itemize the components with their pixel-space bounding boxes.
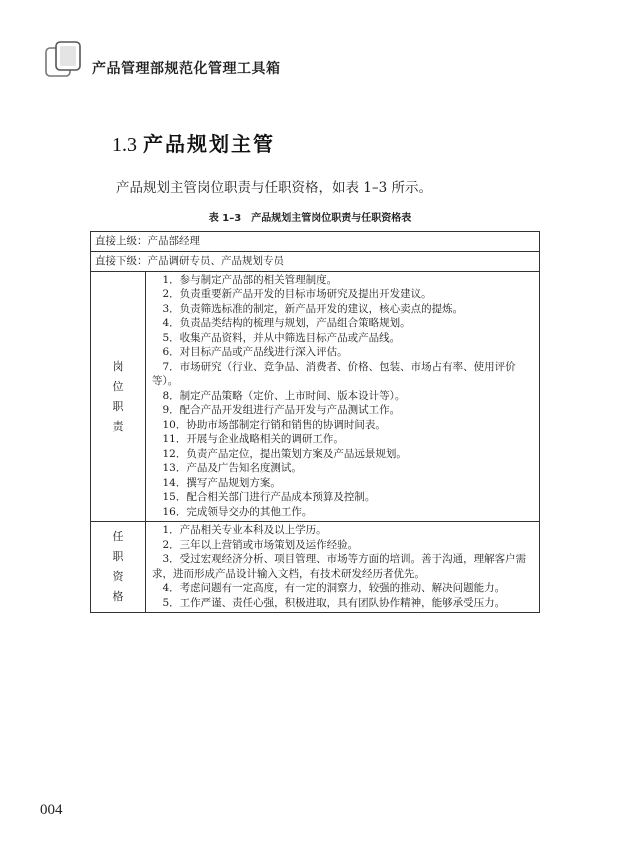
page-number: 004 bbox=[40, 802, 63, 818]
duty-item: 1．参与制定产品部的相关管理制度。 bbox=[162, 274, 338, 286]
duty-item: 15．配合相关部门进行产品成本预算及控制。 bbox=[162, 491, 376, 504]
duty-item: 16．完成领导交办的其他工作。 bbox=[162, 505, 313, 518]
duty-item: 13．产品及广告知名度测试。 bbox=[162, 462, 302, 475]
qualification-item: 2．三年以上营销或市场策划及运作经验。 bbox=[162, 538, 359, 551]
qualification-item: 4．考虑问题有一定高度，有一定的洞察力，较强的推动、解决问题能力。 bbox=[162, 582, 506, 595]
duty-item: 7．市场研究（行业、竞争品、消费者、价格、包装、市场占有率、使用评价等）。 bbox=[152, 360, 516, 388]
duty-item: 14．撰写产品规划方案。 bbox=[162, 476, 281, 489]
duty-item: 4．负责品类结构的梳理与规划，产品组合策略规划。 bbox=[162, 317, 411, 330]
book-logo-icon bbox=[44, 40, 84, 80]
qualifications-list bbox=[146, 522, 540, 613]
job-spec-table bbox=[90, 231, 540, 613]
qualification-item: 1．产品相关专业本科及以上学历。 bbox=[162, 524, 327, 537]
section-title-text: 产品规划主管 bbox=[143, 132, 275, 156]
direct-superior-cell: 直接上级：产品部经理 bbox=[91, 232, 540, 252]
duty-item: 12．负责产品定位，提出策划方案及产品远景规划。 bbox=[162, 447, 407, 460]
duty-item: 8．制定产品策略（定价、上市时间、版本设计等）。 bbox=[162, 389, 406, 402]
superior-row bbox=[91, 232, 540, 252]
direct-subordinate-cell: 直接下级：产品调研专员、产品规划专员 bbox=[91, 252, 540, 272]
table-caption: 表 1–3 产品规划主管岗位职责与任职资格表 bbox=[208, 213, 412, 224]
book-title: 产品管理部规范化管理工具箱 bbox=[92, 61, 281, 77]
intro-paragraph: 产品规划主管岗位职责与任职资格，如表 1–3 所示。 bbox=[116, 180, 433, 196]
duty-item: 5．收集产品资料，并从中筛选目标产品或产品线。 bbox=[162, 331, 401, 344]
duty-item: 3．负责筛选标准的制定，新产品开发的建议，核心卖点的提炼。 bbox=[162, 302, 464, 315]
qualifications-row bbox=[91, 522, 540, 613]
duties-label: 岗 位 职 责 bbox=[91, 272, 146, 522]
duty-item: 10．协助市场部制定行销和销售的协调时间表。 bbox=[162, 418, 386, 431]
qualification-item: 5．工作严谨、责任心强，积极进取，具有团队协作精神，能够承受压力。 bbox=[162, 596, 506, 609]
qualifications-label: 任 职 资 格 bbox=[91, 522, 146, 613]
duties-row bbox=[91, 272, 540, 522]
duties-list bbox=[146, 272, 540, 522]
section-heading bbox=[112, 128, 275, 157]
section-number: 1.3 bbox=[112, 134, 137, 156]
duty-item: 2．负责重要新产品开发的目标市场研究及提出开发建议。 bbox=[162, 288, 432, 301]
qualification-item: 3．受过宏观经济分析、项目管理、市场等方面的培训。善于沟通，理解客户需求，进而形成产品设计输入文档，有技术研发经历者优先。 bbox=[152, 553, 527, 580]
duty-item: 11．开展与企业战略相关的调研工作。 bbox=[162, 433, 344, 446]
subordinate-row bbox=[91, 252, 540, 272]
duty-item: 9．配合产品开发组进行产品开发与产品测试工作。 bbox=[162, 404, 401, 417]
duty-item: 6．对目标产品或产品线进行深入评估。 bbox=[162, 346, 348, 359]
